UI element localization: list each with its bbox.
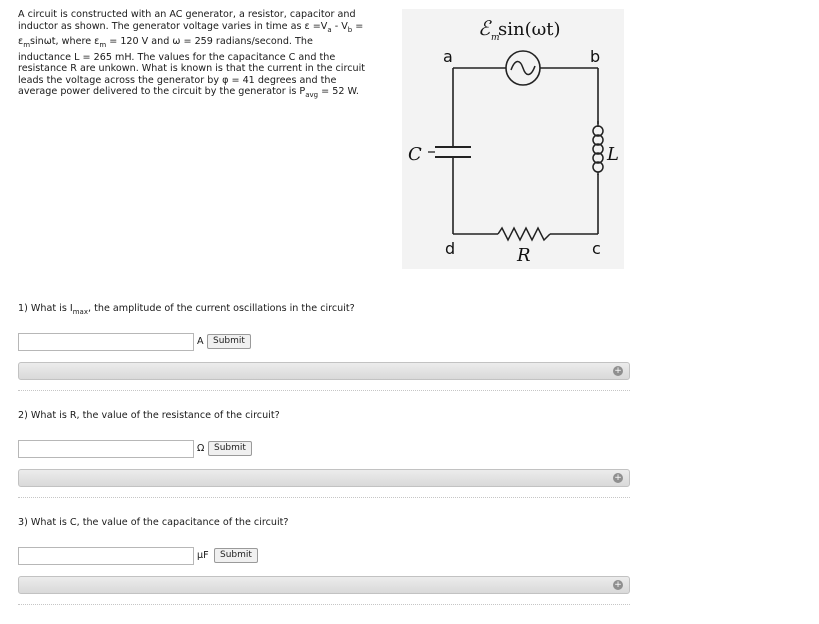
hint-bar-2[interactable] — [18, 469, 630, 487]
inductor-icon — [593, 121, 603, 175]
circuit-wires — [453, 68, 598, 234]
problem-line: inductance L = 265 mH. The values for the capacitance C and the — [18, 51, 336, 63]
hint-bar-3[interactable] — [18, 576, 630, 594]
resistor-icon — [498, 228, 550, 240]
problem-statement — [18, 9, 396, 102]
node-a-label: a — [443, 47, 453, 66]
submit-button-2[interactable]: Submit — [208, 441, 252, 456]
question-3-text: 3) What is C, the value of the capacitance of the circuit? — [18, 517, 289, 528]
resistor-label: R — [517, 245, 531, 266]
problem-line: $\varepsilon_m\sin\omega t$, where $\varepsilon_m = 120$ V and ω = 259 radians/second. The — [18, 36, 313, 49]
divider — [18, 497, 630, 498]
problem-line: resistance R are unkown. What is known is that the current in the circuit — [18, 63, 365, 75]
unit-label-2: Ω — [197, 443, 205, 454]
submit-button-1[interactable]: Submit — [207, 334, 251, 349]
problem-line: leads the voltage across the generator by φ = 41 degrees and the — [18, 74, 337, 86]
problem-line: A circuit is constructed with an AC generator, a resistor, capacitor and — [18, 9, 356, 20]
submit-button-3[interactable]: Submit — [214, 548, 258, 563]
circuit-diagram — [402, 9, 624, 269]
problem-line: inductor as shown. The generator voltage varies in time as $\varepsilon =V_a - V_b$ = — [18, 20, 364, 34]
unit-label-1: A — [197, 336, 204, 347]
emf-subscript: m — [491, 33, 500, 43]
emf-function: sin(ωt) — [498, 19, 561, 40]
question-1-text: 1) What is $I_{max}$, the amplitude of the current oscillations in the circuit? — [18, 303, 355, 316]
divider — [18, 604, 630, 605]
question-2-text: 2) What is R, the value of the resistance of the circuit? — [18, 410, 280, 421]
hint-bar-1[interactable] — [18, 362, 630, 380]
expand-plus-icon[interactable]: + — [614, 366, 622, 376]
answer-input-3[interactable] — [18, 547, 194, 565]
emf-symbol: ℰ — [478, 16, 491, 40]
expand-plus-icon[interactable]: + — [614, 580, 622, 590]
problem-line: average power delivered to the circuit by the generator is $P_{avg} = 52$ W. — [18, 86, 359, 100]
unit-label-3: μF — [197, 550, 209, 561]
inductor-label: L — [607, 144, 619, 165]
divider — [18, 390, 630, 391]
expand-plus-icon[interactable]: + — [614, 473, 622, 483]
answer-input-1[interactable] — [18, 333, 194, 351]
answer-input-2[interactable] — [18, 440, 194, 458]
ac-source-icon — [506, 51, 540, 85]
node-d-label: d — [445, 239, 456, 258]
node-b-label: b — [590, 47, 601, 66]
capacitor-icon — [428, 147, 471, 157]
node-c-label: c — [592, 239, 601, 258]
capacitor-label: C — [408, 144, 422, 165]
